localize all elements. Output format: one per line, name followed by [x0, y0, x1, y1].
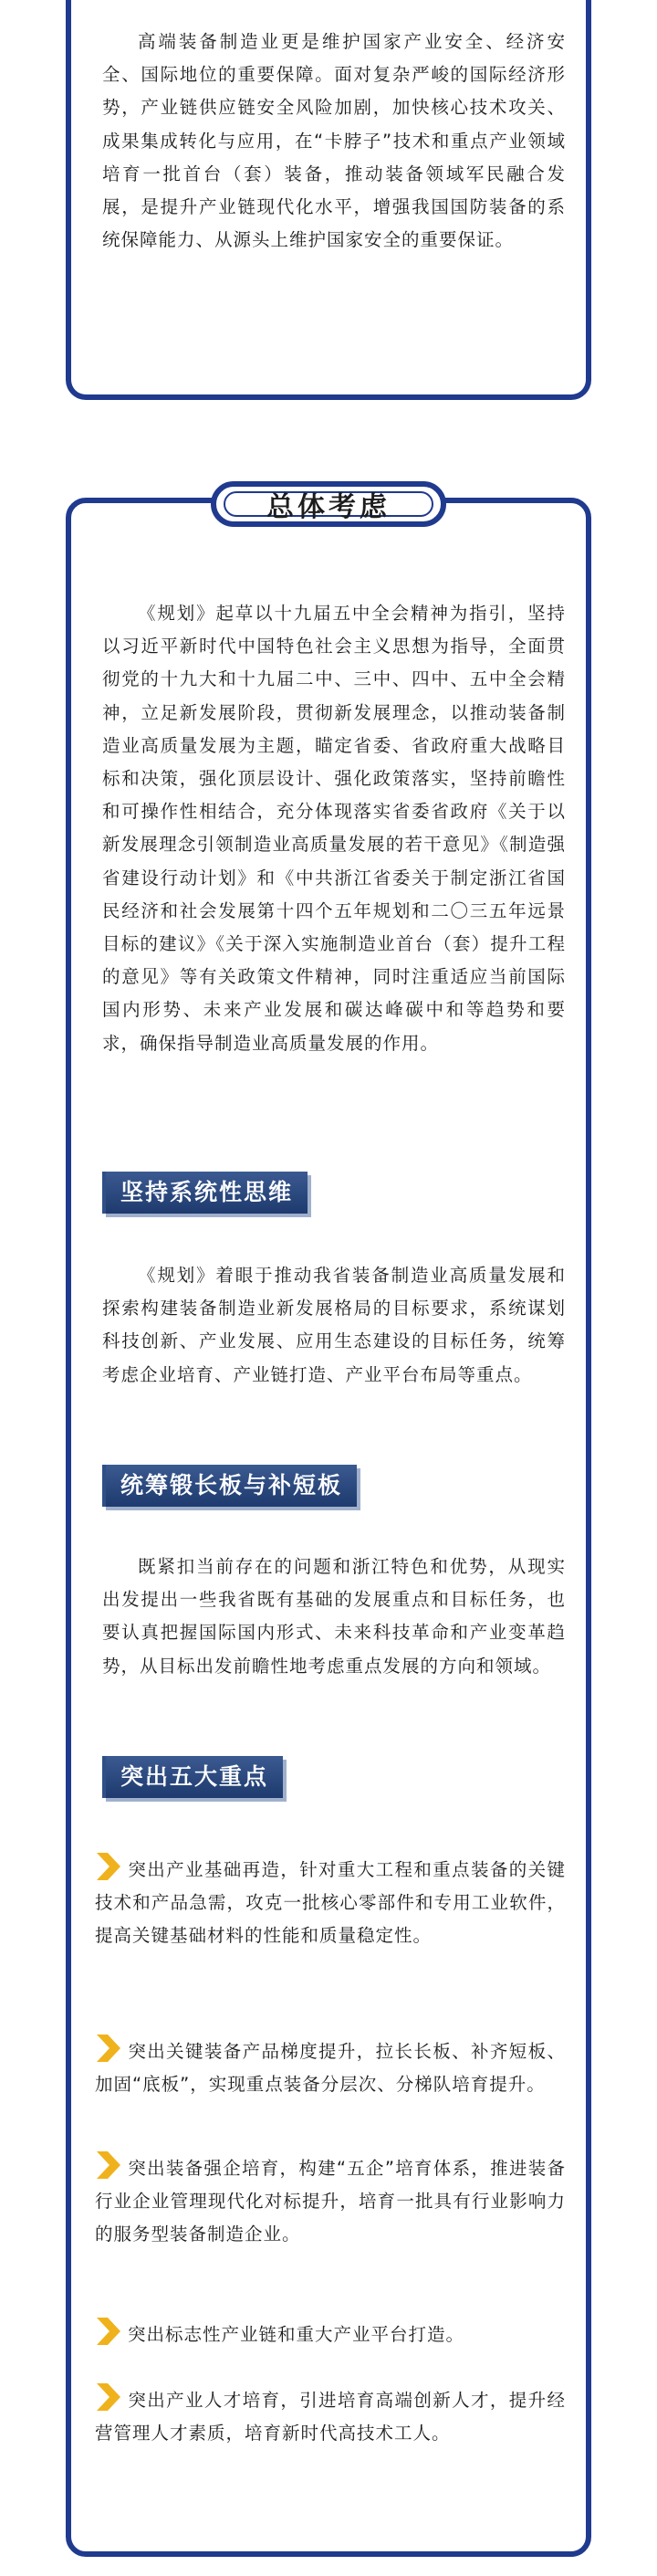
chevron-right-icon: [95, 2033, 122, 2064]
focus-item-4: [95, 2316, 566, 2351]
focus-item-3: [95, 2150, 566, 2252]
focus-item-1: [95, 1851, 566, 1953]
heading-tag-balance: 统筹锻长板与补短板: [102, 1465, 357, 1507]
focus-item-text: 突出标志性产业链和重大产业平台打造。: [128, 2324, 465, 2345]
chevron-right-icon: [95, 2381, 122, 2413]
section-title: 总体考虑: [266, 491, 391, 523]
top-paragraph: 高端装备制造业更是维护国家产业安全、经济安全、国际地位的重要保障。面对复杂严峻的国际经济形势，产业链供应链安全风险加剧，加快核心技术攻关、成果集成转化与应用，在“卡脖子”技术和重点产业领域培育一批首台（套）装备，推动装备领域军民融合发展，是提升产业链现代化水平，增强我国国防装备的系统保障能力、从源头上维护国家安全的重要保证。: [102, 31, 566, 251]
top-panel: [66, 0, 591, 400]
focus-item-text: 突出装备强企培育，构建“五企”培育体系，推进装备行业企业管理现代化对标提升，培育一批具有行业影响力的服务型装备制造企业。: [95, 2158, 566, 2245]
focus-item-text: 突出产业基础再造，针对重大工程和重点装备的关键技术和产品急需，攻克一批核心零部件和专用工业软件，提高关键基础材料的性能和质量稳定性。: [95, 1859, 566, 1947]
balance-paragraph: 既紧扣当前存在的问题和浙江特色和优势，从现实出发提出一些我省既有基础的发展重点和目标任务，也要认真把握国际国内形式、未来科技革命和产业变革趋势，从目标出发前瞻性地考虑重点发展的方向和领域。: [102, 1556, 566, 1677]
chevron-right-icon: [95, 2150, 122, 2181]
heading-tag-five-focus: 突出五大重点: [102, 1756, 283, 1798]
heading-tag-systematic: 坚持系统性思维: [102, 1172, 308, 1214]
focus-item-text: 突出产业人才培育，引进培育高端创新人才，提升经营管理人才素质，培育新时代高技术工人。: [95, 2390, 566, 2445]
chevron-right-icon: [95, 1851, 122, 1882]
focus-item-5: [95, 2381, 566, 2450]
systematic-paragraph: 《规划》着眼于推动我省装备制造业高质量发展和探索构建装备制造业新发展格局的目标要求，系统谋划科技创新、产业发展、应用生态建设的目标任务，统筹考虑企业培育、产业链打造、产业平台布局等重点。: [102, 1265, 566, 1385]
main-panel: [66, 491, 591, 2557]
chevron-right-icon: [95, 2316, 122, 2347]
focus-item-2: [95, 2033, 566, 2101]
focus-item-text: 突出关键装备产品梯度提升，拉长长板、补齐短板、加固“底板”，实现重点装备分层次、分梯队培育提升。: [95, 2041, 566, 2096]
section-title-badge: [211, 481, 446, 527]
intro-paragraph: 《规划》起草以十九届五中全会精神为指引，坚持以习近平新时代中国特色社会主义思想为指导，全面贯彻党的十九大和十九届二中、三中、四中、五中全会精神，立足新发展阶段，贯彻新发展理念，以推动装备制造业高质量发展为主题，瞄定省委、省政府重大战略目标和决策，强化顶层设计、强化政策落实，坚持前瞻性和可操作性相结合，充分体现落实省委省政府《关于以新发展理念引领制造业高质量发展的若干意见》《制造强省建设行动计划》和《中共浙江省委关于制定浙江省国民经济和社会发展第十四个五年规划和二〇三五年远景目标的建议》《关于深入实施制造业首台（套）提升工程的意见》等有关政策文件精神，同时注重适应当前国际国内形势、未来产业发展和碳达峰碳中和等趋势和要求，确保指导制造业高质量发展的作用。: [102, 603, 566, 1054]
